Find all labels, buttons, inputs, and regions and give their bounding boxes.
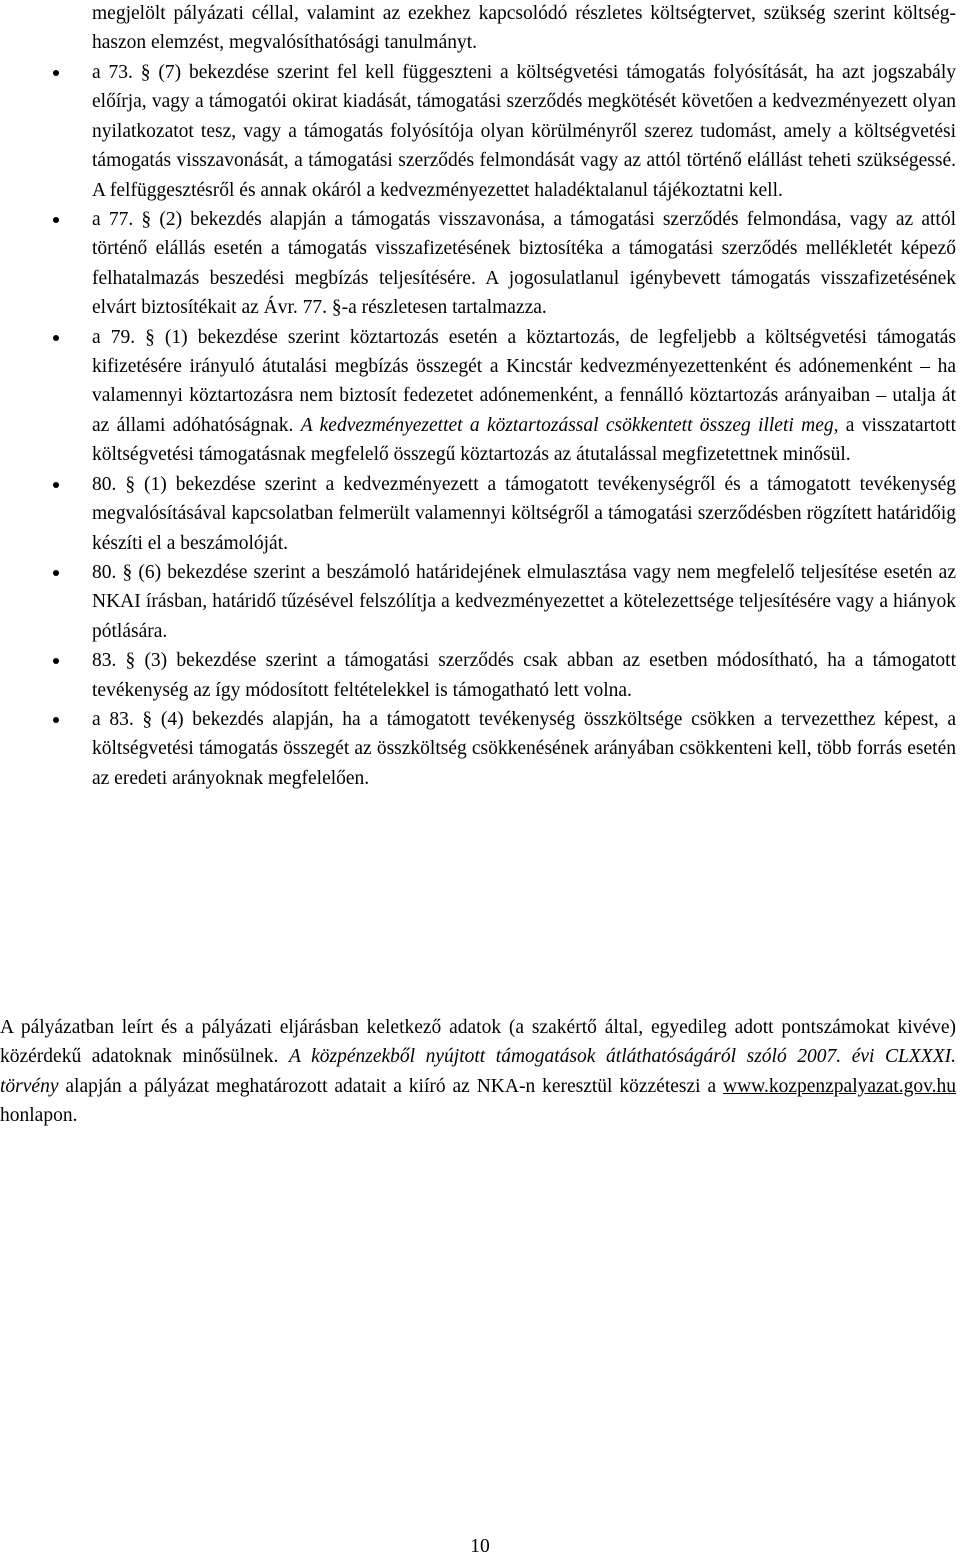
website-link[interactable]: www.kozpenzpalyazat.gov.hu	[722, 1075, 956, 1097]
closing-text-end: honlapon.	[0, 1105, 78, 1127]
list-item-text: a 73. § (7) bekezdése szerint fel kell függeszteni a költségvetési támogatás folyósítását, ha azt jogszabály előírja, vagy a támogatói okirat kiadását, támogatási szerződés megkötését követően a kedvezményezett olyan nyilatkozatot tesz, vagy a támogatás folyósítója olyan körülményről szerez tudomást, amely a költségvetési támogatás visszavonását, a támogatási szerződés felmondását vagy az attól történő elállást teheti szükségessé. A felfüggesztésről és annak okáról a kedvezményezettet haladéktalanul tájékoztatni kell.	[92, 62, 956, 201]
bullet-icon	[53, 717, 59, 723]
closing-text-start: A pályázatban leírt és a pályázati eljárásban keletkező adatok (a szakértő által, egyedileg adott pontszámokat kivéve) közérdekű adatoknak minősülnek.	[0, 1017, 956, 1068]
list-item-text: a 77. § (2) bekezdés alapján a támogatás visszavonása, a támogatási szerződés felmondása, vagy az attól történő elállás esetén a támogatás visszafizetésének biztosítéka a támogatási szerződés mellékletét képező felhatalmazás beszedési megbízás teljesítésére. A jogosulatlanul igénybevett támogatás visszafizetésének elvárt biztosítékait az Ávr. 77. §-a részletesen tartalmazza.	[92, 209, 956, 319]
closing-text-middle: alapján a pályázat meghatározott adatait a kiíró az NKA-n keresztül közzéteszi a	[58, 1075, 723, 1097]
bullet-list	[92, 58, 956, 793]
list-item	[92, 558, 956, 646]
list-item-text-plain: a 79. § (1) bekezdése szerint köztartozás esetén a köztartozás, de legfeljebb a költségvetési támogatás kifizetésére irányuló átutalási megbízás összegét a Kincstár kedvezményezettenként és adónemenként – ha valamennyi köztartozásra nem biztosít fedezetet adónemenként, a fennálló köztartozás arányaiban – utalja át az állami adóhatóságnak.	[92, 326, 956, 436]
list-item-text: 83. § (3) bekezdése szerint a támogatási szerződés csak abban az esetben módosítható, ha a támogatott tevékenység az így módosított feltételekkel is támogatható lett volna.	[92, 650, 956, 701]
closing-paragraph	[0, 1013, 956, 1131]
list-item	[92, 646, 956, 705]
list-item-text	[92, 323, 956, 470]
bullet-icon	[53, 482, 59, 488]
bullet-icon	[53, 217, 59, 223]
continuation-paragraph: megjelölt pályázati céllal, valamint az ezekhez kapcsolódó részletes költségtervet, szükség szerint költség-haszon elemzést, megvalósíthatósági tanulmányt.	[92, 3, 956, 54]
bullet-icon	[53, 70, 59, 76]
list-item	[92, 205, 956, 323]
law-title: A közpénzekből nyújtott támogatások átláthatóságáról szóló 2007. évi CLXXXI. törvény	[0, 1046, 956, 1097]
list-item-text-italic: A kedvezményezettet a köztartozással csökkentett összeg illeti meg,	[300, 414, 839, 436]
list-item	[92, 323, 956, 470]
list-item	[92, 705, 956, 793]
list-item-text-plain-end: a visszatartott költségvetési támogatásnak megfelelő összegű köztartozás az átutalással megfizetettnek minősül.	[92, 414, 957, 466]
page-number: 10	[470, 1536, 490, 1557]
list-item-text: a 83. § (4) bekezdés alapján, ha a támogatott tevékenység összköltsége csökken a tervezetthez képest, a költségvetési támogatás összegét az összköltség csökkenésének arányában csökkenteni kell, több forrás esetén az eredeti arányoknak megfelelően.	[92, 708, 956, 789]
list-item	[92, 58, 956, 205]
list-item	[92, 470, 956, 558]
bullet-icon	[53, 335, 59, 341]
list-item-text: 80. § (1) bekezdése szerint a kedvezményezett a támogatott tevékenységről és a támogatott tevékenység megvalósításával kapcsolatban felmerült valamennyi költségről a támogatási szerződésben rögzített határidőig készíti el a beszámolóját.	[92, 473, 956, 554]
bullet-icon	[53, 570, 59, 576]
bullet-icon	[53, 658, 59, 664]
list-item-text: 80. § (6) bekezdése szerint a beszámoló határidejének elmulasztása vagy nem megfelelő teljesítése esetén az NKAI írásban, határidő tűzésével felszólítja a kedvezményezettet a kötelezettsége teljesítésére vagy a hiányok pótlására.	[92, 561, 956, 642]
